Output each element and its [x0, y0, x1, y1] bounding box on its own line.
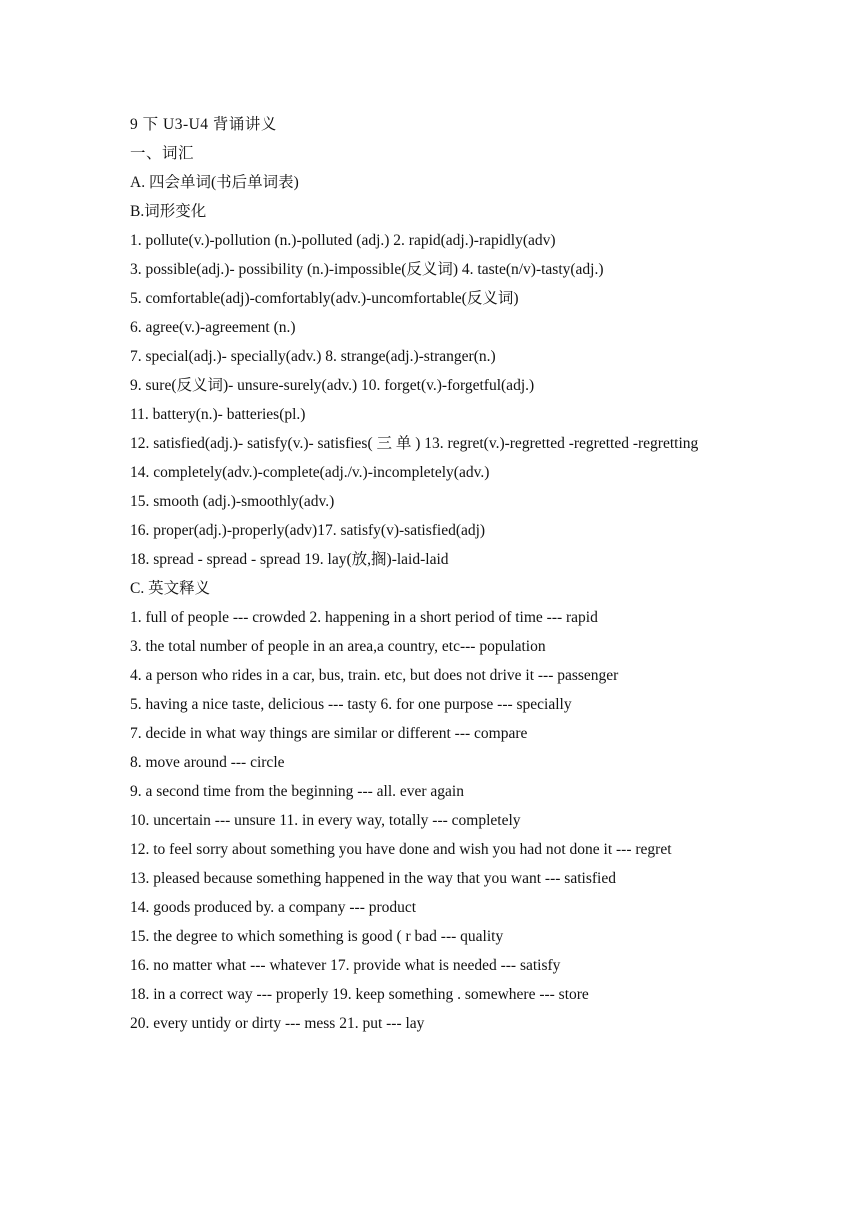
document-title: 9 下 U3-U4 背诵讲义 — [130, 116, 277, 133]
word-form-line: 11. battery(n.)- batteries(pl.) — [130, 406, 306, 423]
definition-line: 9. a second time from the beginning --- all. ever again — [130, 783, 464, 800]
definition-line: 3. the total number of people in an area,a country, etc--- population — [130, 638, 546, 655]
subheading-word-forms: B.词形变化 — [130, 203, 207, 220]
word-form-line: 15. smooth (adj.)-smoothly(adv.) — [130, 493, 335, 510]
definition-line: 8. move around --- circle — [130, 754, 285, 771]
word-form-line: 1. pollute(v.)-pollution (n.)-polluted (adj.) 2. rapid(adj.)-rapidly(adv) — [130, 232, 556, 249]
word-form-line: 6. agree(v.)-agreement (n.) — [130, 319, 296, 336]
subheading-four-skill-words: A. 四会单词(书后单词表) — [130, 174, 299, 191]
word-form-line: 14. completely(adv.)-complete(adj./v.)-incompletely(adv.) — [130, 464, 490, 481]
document-page — [130, 110, 733, 1038]
definition-line: 12. to feel sorry about something you have done and wish you had not done it --- regret — [130, 841, 672, 858]
word-form-line: 18. spread - spread - spread 19. lay(放,搁)-laid-laid — [130, 551, 449, 568]
word-form-line: 16. proper(adj.)-properly(adv)17. satisfy(v)-satisfied(adj) — [130, 522, 486, 539]
definition-line: 18. in a correct way --- properly 19. keep something . somewhere --- store — [130, 986, 589, 1003]
word-form-line: 7. special(adj.)- specially(adv.) 8. strange(adj.)-stranger(n.) — [130, 348, 496, 365]
definition-line: 20. every untidy or dirty --- mess 21. put --- lay — [130, 1015, 425, 1032]
definition-line: 15. the degree to which something is good ( r bad --- quality — [130, 928, 504, 945]
definition-line: 16. no matter what --- whatever 17. provide what is needed --- satisfy — [130, 957, 561, 974]
word-form-line: 3. possible(adj.)- possibility (n.)-impossible(反义词) 4. taste(n/v)-tasty(adj.) — [130, 261, 604, 278]
definition-line: 4. a person who rides in a car, bus, train. etc, but does not drive it --- passenger — [130, 667, 619, 684]
definition-line: 7. decide in what way things are similar or different --- compare — [130, 725, 528, 742]
definition-line: 10. uncertain --- unsure 11. in every way, totally --- completely — [130, 812, 521, 829]
definition-line: 14. goods produced by. a company --- product — [130, 899, 417, 916]
definitions-list — [130, 603, 733, 1038]
word-forms-list — [130, 226, 733, 574]
subheading-english-definitions: C. 英文释义 — [130, 580, 211, 597]
word-form-line: 12. satisfied(adj.)- satisfy(v.)- satisfies( 三 单 ) 13. regret(v.)-regretted -regretted -regretting — [130, 435, 699, 452]
section-heading-vocabulary: 一、词汇 — [130, 145, 195, 162]
definition-line: 5. having a nice taste, delicious --- tasty 6. for one purpose --- specially — [130, 696, 572, 713]
definition-line: 1. full of people --- crowded 2. happening in a short period of time --- rapid — [130, 609, 598, 626]
word-form-line: 9. sure(反义词)- unsure-surely(adv.) 10. forget(v.)-forgetful(adj.) — [130, 377, 535, 394]
word-form-line: 5. comfortable(adj)-comfortably(adv.)-uncomfortable(反义词) — [130, 290, 519, 307]
definition-line: 13. pleased because something happened in the way that you want --- satisfied — [130, 870, 616, 887]
